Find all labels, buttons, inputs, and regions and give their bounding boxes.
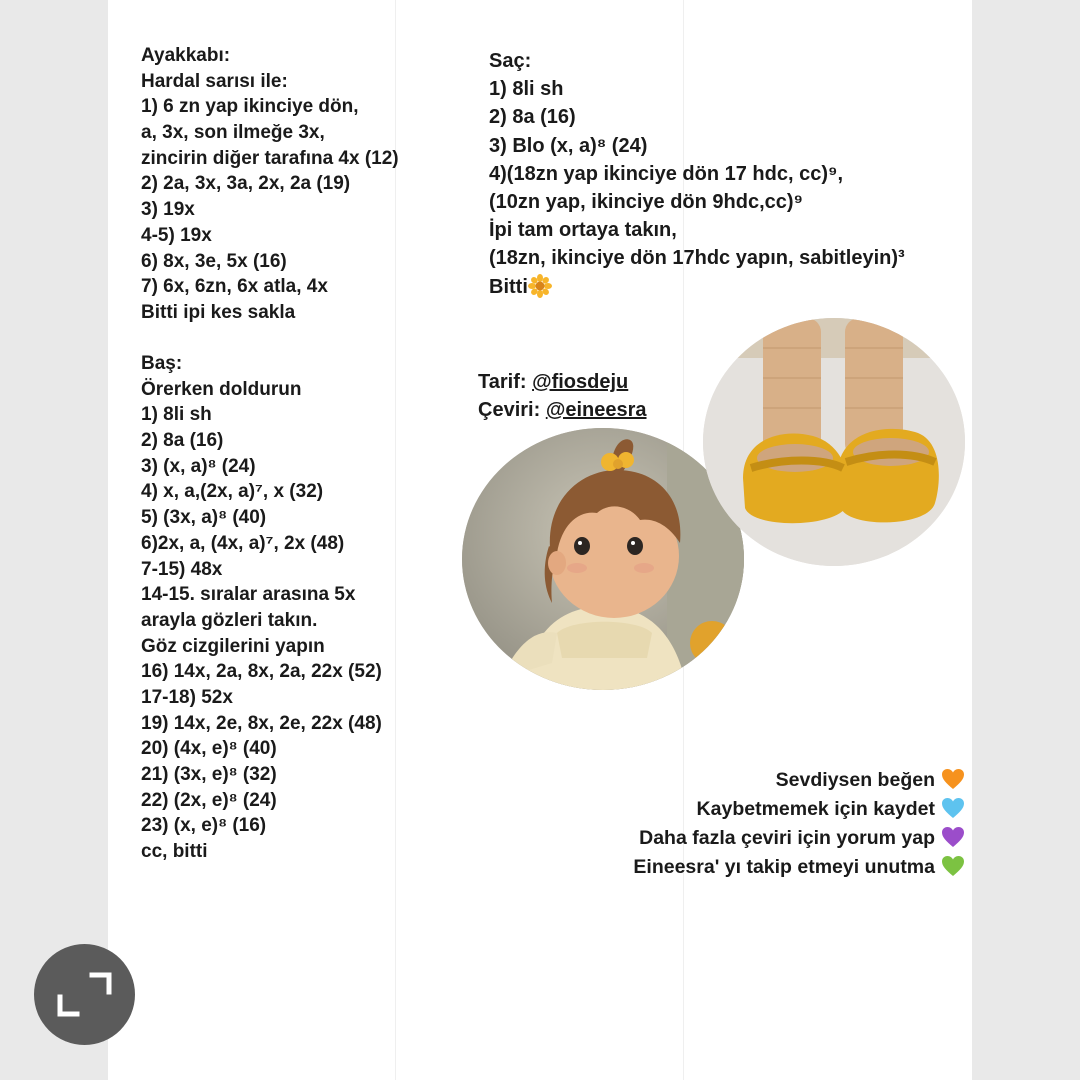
hair-line: Saç:	[489, 50, 532, 72]
doll-head-photo	[462, 428, 744, 690]
heart-shape	[942, 856, 964, 876]
closing-text: Daha fazla çeviri için yorum yap	[639, 827, 935, 849]
hair-final-text: Bitti	[489, 275, 528, 298]
closing-line	[633, 853, 965, 882]
translation-label: Çeviri:	[478, 399, 546, 421]
shoe-line: 3) 19x	[141, 199, 195, 221]
head-line: 1) 8li sh	[141, 404, 212, 426]
recipe-handle-link[interactable]: @fiosdeju	[532, 371, 629, 393]
shoe-line: Bitti ipi kes sakla	[141, 301, 296, 323]
closing-text: Eineesra' yı takip etmeyi unutma	[633, 856, 935, 878]
expand-icon	[34, 944, 135, 1045]
closing-messages	[633, 766, 965, 882]
closing-line	[633, 795, 965, 824]
hair-line: (18zn, ikinciye dön 17hdc yapın, sabitleyin)³	[489, 247, 905, 270]
head-instructions	[141, 351, 382, 865]
heart-icon	[941, 855, 965, 877]
head-line: 21) (3x, e)⁸ (32)	[141, 764, 277, 785]
hair-line: 1) 8li sh	[489, 78, 564, 101]
shoe-line: Hardal sarısı ile:	[141, 70, 288, 92]
heart-icon	[941, 768, 965, 790]
doll-shoes-photo	[703, 318, 965, 566]
head-line: cc, bitti	[141, 841, 208, 863]
head-line: 2) 8a (16)	[141, 430, 224, 452]
head-line: 17-18) 52x	[141, 686, 233, 708]
head-line: 20) (4x, e)⁸ (40)	[141, 738, 277, 760]
hair-line: (10zn yap, ikinciye dön 9hdc,cc)⁹	[489, 190, 804, 213]
translation-credit	[478, 396, 647, 424]
recipe-credit	[478, 368, 647, 396]
expand-button[interactable]	[34, 944, 135, 1045]
hair-final-line	[489, 273, 905, 301]
heart-shape	[942, 769, 964, 789]
shoe-line: zincirin diğer tarafına 4x (12)	[141, 147, 399, 169]
hair-instructions	[489, 47, 905, 301]
head-line: 3) (x, a)⁸ (24)	[141, 455, 256, 477]
translation-handle-link[interactable]: @eineesra	[545, 399, 647, 421]
heart-shape	[942, 827, 964, 847]
head-line: 7-15) 48x	[141, 558, 223, 580]
head-line: Baş:	[141, 353, 183, 374]
head-line: 19) 14x, 2e, 8x, 2e, 22x (48)	[141, 712, 382, 734]
shoe-line: Ayakkabı:	[141, 45, 231, 66]
head-line: 23) (x, e)⁸ (16)	[141, 815, 267, 837]
hair-line: 3) Blo (x, a)⁸ (24)	[489, 134, 648, 157]
sunflower-icon	[528, 274, 552, 298]
closing-line	[633, 766, 965, 795]
head-line: 14-15. sıralar arasına 5x	[141, 584, 356, 606]
heart-icon	[941, 826, 965, 848]
shoe-line: 4-5) 19x	[141, 224, 212, 246]
shoe-line: a, 3x, son ilmeğe 3x,	[141, 122, 325, 144]
heart-icon	[941, 797, 965, 819]
head-line: 22) (2x, e)⁸ (24)	[141, 789, 277, 811]
head-line: arayla gözleri takın.	[141, 609, 318, 631]
shoe-line: 1) 6 zn yap ikinciye dön,	[141, 96, 359, 118]
head-line: Göz cizgilerini yapın	[141, 635, 325, 657]
shoe-instructions	[141, 43, 399, 326]
shoe-line: 6) 8x, 3e, 5x (16)	[141, 250, 287, 272]
head-line: 16) 14x, 2a, 8x, 2a, 22x (52)	[141, 661, 382, 683]
closing-text: Kaybetmemek için kaydet	[696, 798, 935, 820]
shoe-line: 7) 6x, 6zn, 6x atla, 4x	[141, 276, 328, 298]
closing-text: Sevdiysen beğen	[775, 769, 935, 791]
hair-line: İpi tam ortaya takın,	[489, 219, 677, 242]
hair-line: 4)(18zn yap ikinciye dön 17 hdc, cc)⁹,	[489, 162, 844, 185]
hair-line: 2) 8a (16)	[489, 106, 576, 129]
head-line: 6)2x, a, (4x, a)⁷, 2x (48)	[141, 532, 345, 554]
head-line: 4) x, a,(2x, a)⁷, x (32)	[141, 481, 324, 503]
head-line: Örerken doldurun	[141, 378, 302, 400]
credits	[478, 368, 647, 424]
head-line: 5) (3x, a)⁸ (40)	[141, 507, 267, 529]
closing-line	[633, 824, 965, 853]
heart-shape	[942, 798, 964, 818]
shoe-line: 2) 2a, 3x, 3a, 2x, 2a (19)	[141, 173, 351, 195]
recipe-label: Tarif:	[478, 371, 533, 393]
